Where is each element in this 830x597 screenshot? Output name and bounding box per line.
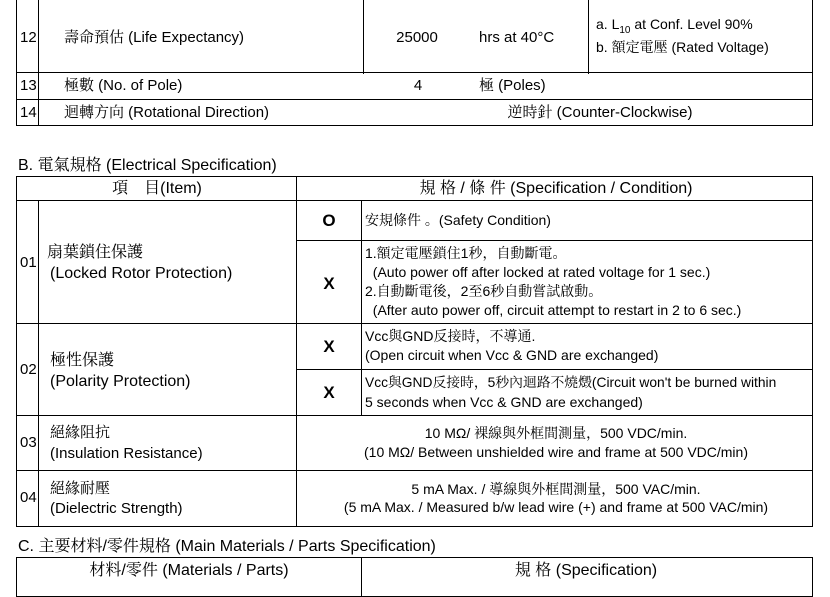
row-number: 03 xyxy=(20,434,37,451)
polarity-spec-line: 5 seconds when Vcc & GND are exchanged) xyxy=(365,394,643,410)
row-number: 04 xyxy=(20,489,37,506)
item-dielectric-zh: 絕緣耐壓 xyxy=(50,480,111,497)
locked-rotor-spec-line: (Auto power off after locked at rated voltage for 1 sec.) xyxy=(365,264,711,280)
top-table-divider xyxy=(38,0,39,126)
top-table-rule xyxy=(16,99,813,100)
table-divider xyxy=(361,200,362,415)
materials-header-spec: 規 格 (Specification) xyxy=(514,562,658,579)
mark-x: X xyxy=(323,337,335,356)
item-polarity-en: (Polarity Protection) xyxy=(50,373,191,390)
table-rule xyxy=(16,470,813,471)
top-table-divider xyxy=(588,0,589,74)
locked-rotor-spec-line: (After auto power off, circuit attempt to restart in 2 to 6 sec.) xyxy=(365,302,742,318)
dielectric-spec-line: (5 mA Max. / Measured b/w lead wire (+) and frame at 500 VAC/min) xyxy=(343,499,769,515)
safety-condition: 安規條件 。(Safety Condition) xyxy=(365,212,551,228)
mark-x: X xyxy=(323,274,335,293)
table-rule xyxy=(16,200,813,201)
row-number: 12 xyxy=(20,29,37,46)
mark-o: O xyxy=(322,211,336,230)
dielectric-spec-line: 5 mA Max. / 導線與外框間測量，500 VAC/min. xyxy=(411,481,701,497)
locked-rotor-spec-line: 1.額定電壓鎖住1秒，自動斷電。 xyxy=(365,245,567,261)
life-expectancy-note-a: a. $L_{10}$ at Conf. Level 90% xyxy=(596,16,753,36)
table-divider xyxy=(361,557,362,597)
table-rule xyxy=(296,240,813,241)
item-dielectric-en: (Dielectric Strength) xyxy=(50,500,183,517)
rotational-direction-value: 逆時針 (Counter-Clockwise) xyxy=(507,104,693,121)
row-number: 13 xyxy=(20,77,37,94)
row-number: 02 xyxy=(20,361,37,378)
top-table-rule xyxy=(16,72,813,73)
mark-x: X xyxy=(323,383,335,402)
item-polarity-zh: 極性保護 xyxy=(50,352,115,369)
locked-rotor-spec-line: 2.自動斷電後，2至6秒自動嘗試啟動。 xyxy=(365,283,603,299)
table-rule xyxy=(296,369,813,370)
insulation-spec-line: 10 MΩ/ 裸線與外框間測量，500 VDC/min. xyxy=(424,425,688,441)
section-c-title: C. 主要材料/零件規格 (Main Materials / Parts Specification) xyxy=(18,538,436,555)
item-locked-rotor-zh: 扇葉鎖住保護 xyxy=(47,244,144,261)
item-no-of-pole: 極數 (No. of Pole) xyxy=(64,77,183,94)
polarity-spec-line: Vcc與GND反接時，5秒內迴路不燒燬(Circuit won't be burned within xyxy=(365,375,777,390)
table-rule xyxy=(16,415,813,416)
top-table-divider xyxy=(363,0,364,74)
header-item: 項 目(Item) xyxy=(112,180,202,197)
materials-header-item: 材料/零件 (Materials / Parts) xyxy=(89,562,289,579)
item-insulation-en: (Insulation Resistance) xyxy=(50,445,203,462)
life-expectancy-value: 25000 xyxy=(396,29,438,46)
polarity-spec-line: Vcc與GND反接時，不導通. xyxy=(365,328,536,344)
section-b-title: B. 電氣規格 (Electrical Specification) xyxy=(18,157,277,174)
pole-value: 4 xyxy=(413,77,423,94)
item-rotational-direction: 迴轉方向 (Rotational Direction) xyxy=(64,104,270,121)
pole-unit: 極 (Poles) xyxy=(479,77,546,94)
item-insulation-zh: 絕緣阻抗 xyxy=(50,424,111,441)
item-locked-rotor-en: (Locked Rotor Protection) xyxy=(50,265,233,282)
table-rule xyxy=(16,323,813,324)
header-spec: 規 格 / 條 件 (Specification / Condition) xyxy=(419,180,693,197)
polarity-spec-line: (Open circuit when Vcc & GND are exchanged) xyxy=(365,347,659,363)
table-divider xyxy=(38,200,39,527)
row-number: 01 xyxy=(20,254,37,271)
table-divider xyxy=(296,176,297,527)
life-expectancy-unit: hrs at 40°C xyxy=(479,29,555,46)
item-life-expectancy: 壽命預估 (Life Expectancy) xyxy=(64,29,245,46)
life-expectancy-note-b: b. 額定電壓 (Rated Voltage) xyxy=(596,39,769,55)
row-number: 14 xyxy=(20,104,37,121)
insulation-spec-line: (10 MΩ/ Between unshielded wire and frame at 500 VDC/min) xyxy=(364,444,748,460)
